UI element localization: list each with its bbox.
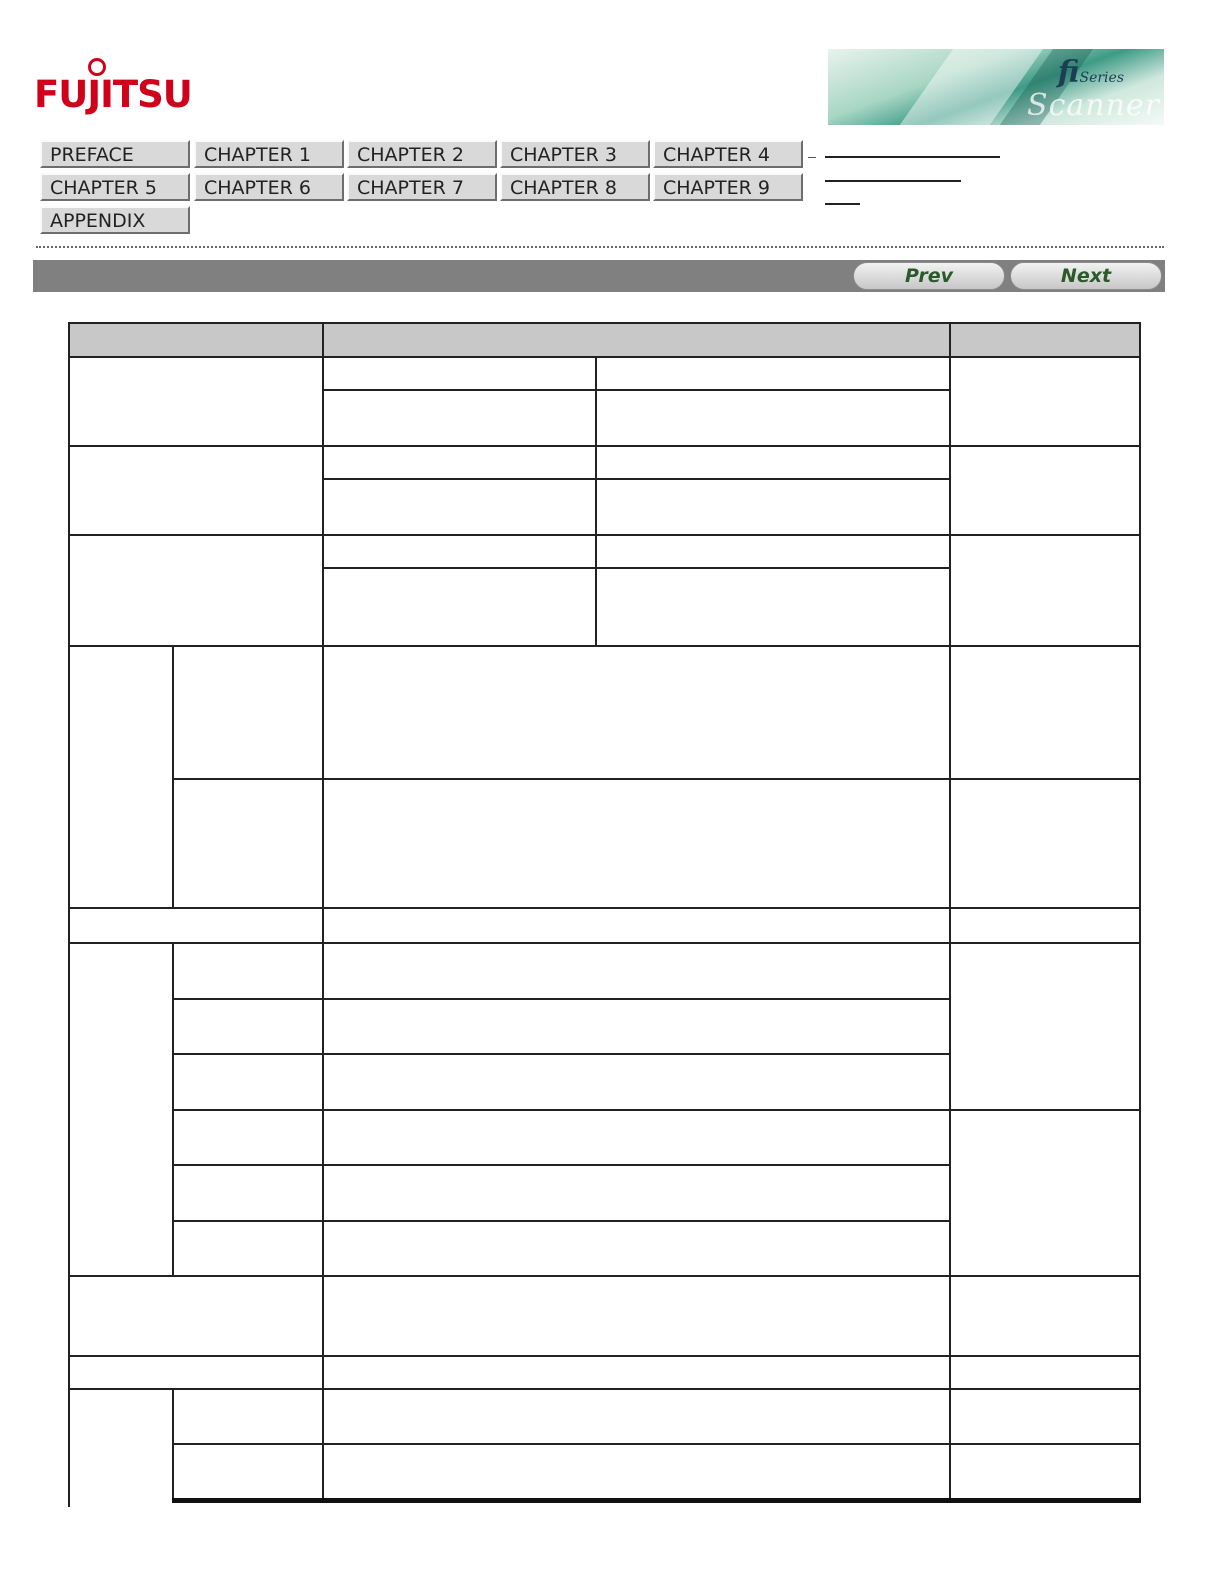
table-cell [322, 998, 949, 1053]
table-cell [595, 478, 949, 534]
table-cell [68, 1275, 322, 1355]
table-cell [595, 445, 949, 478]
table-cell [949, 534, 1139, 645]
table-cell [595, 567, 949, 645]
table-cell [172, 1443, 322, 1498]
table-cell [172, 778, 322, 907]
table-cell [172, 1388, 322, 1443]
table-cell [949, 907, 1139, 942]
table-header-cell [322, 322, 949, 356]
logo-text: FUJITSU [34, 73, 192, 116]
table-cell [322, 1109, 949, 1164]
table-cell [68, 445, 322, 534]
dotted-divider [36, 246, 1164, 248]
table-cell [68, 534, 322, 645]
side-link-2[interactable] [825, 180, 961, 182]
nav-button-chapter-5[interactable]: CHAPTER 5 [40, 173, 190, 201]
banner-series-label: fiSeries [1057, 55, 1124, 90]
table-cell [68, 942, 172, 1275]
table-cell [949, 1388, 1139, 1443]
table-cell [68, 356, 322, 445]
spec-table [68, 322, 1141, 1507]
table-cell [172, 998, 322, 1053]
table-cell [949, 1355, 1139, 1388]
table-cell [322, 778, 949, 907]
table-cell [322, 645, 949, 778]
nav-button-chapter-8[interactable]: CHAPTER 8 [500, 173, 650, 201]
table-cell [322, 1443, 949, 1498]
table-cell [68, 907, 322, 942]
table-cell [949, 1443, 1139, 1498]
table-cell [322, 1220, 949, 1275]
nav-button-chapter-2[interactable]: CHAPTER 2 [347, 140, 497, 168]
table-cell [322, 389, 595, 445]
table-cell [595, 534, 949, 567]
nav-button-chapter-1[interactable]: CHAPTER 1 [194, 140, 344, 168]
nav-button-appendix[interactable]: APPENDIX [40, 206, 190, 234]
nav-button-chapter-3[interactable]: CHAPTER 3 [500, 140, 650, 168]
nav-button-chapter-4[interactable]: CHAPTER 4 [653, 140, 803, 168]
table-cell [68, 1388, 172, 1507]
table-cell [595, 356, 949, 389]
table-cell [949, 445, 1139, 534]
nav-button-chapter-6[interactable]: CHAPTER 6 [194, 173, 344, 201]
table-cell [172, 1053, 322, 1109]
table-cell [322, 478, 595, 534]
table-header-cell [949, 322, 1139, 356]
table-cell [68, 645, 172, 907]
side-link-1[interactable] [825, 156, 1000, 158]
table-cell [949, 778, 1139, 907]
nav-button-chapter-9[interactable]: CHAPTER 9 [653, 173, 803, 201]
side-link-3[interactable] [825, 203, 860, 205]
table-cell [949, 1275, 1139, 1355]
table-cell [322, 907, 949, 942]
table-cell [172, 1164, 322, 1220]
table-cell [322, 1388, 949, 1443]
table-cell [322, 1053, 949, 1109]
table-cell [172, 1220, 322, 1275]
table-cell [322, 356, 595, 389]
table-cell [595, 389, 949, 445]
table-right-border [1139, 322, 1141, 1500]
banner-scanner-label: Scanner [1027, 88, 1160, 123]
table-cell [322, 534, 595, 567]
next-button[interactable]: Next [1010, 262, 1162, 290]
table-bottom-border [172, 1498, 1141, 1503]
fi-series-banner [828, 49, 1164, 125]
table-cell [322, 1275, 949, 1355]
table-cell [322, 1164, 949, 1220]
table-cell [949, 645, 1139, 778]
table-cell [322, 1355, 949, 1388]
fujitsu-logo [34, 58, 192, 118]
table-cell [322, 567, 595, 645]
nav-button-chapter-7[interactable]: CHAPTER 7 [347, 173, 497, 201]
nav-button-preface[interactable]: PREFACE [40, 140, 190, 168]
table-cell [172, 1109, 322, 1164]
link-marker [808, 157, 816, 158]
table-cell [949, 356, 1139, 445]
table-header-cell [68, 322, 322, 356]
table-cell [172, 942, 322, 998]
table-cell [172, 645, 322, 778]
table-cell [949, 942, 1139, 1109]
table-cell [322, 445, 595, 478]
table-cell [322, 942, 949, 998]
prev-button[interactable]: Prev [853, 262, 1005, 290]
table-cell [68, 1355, 322, 1388]
table-cell [949, 1109, 1139, 1275]
